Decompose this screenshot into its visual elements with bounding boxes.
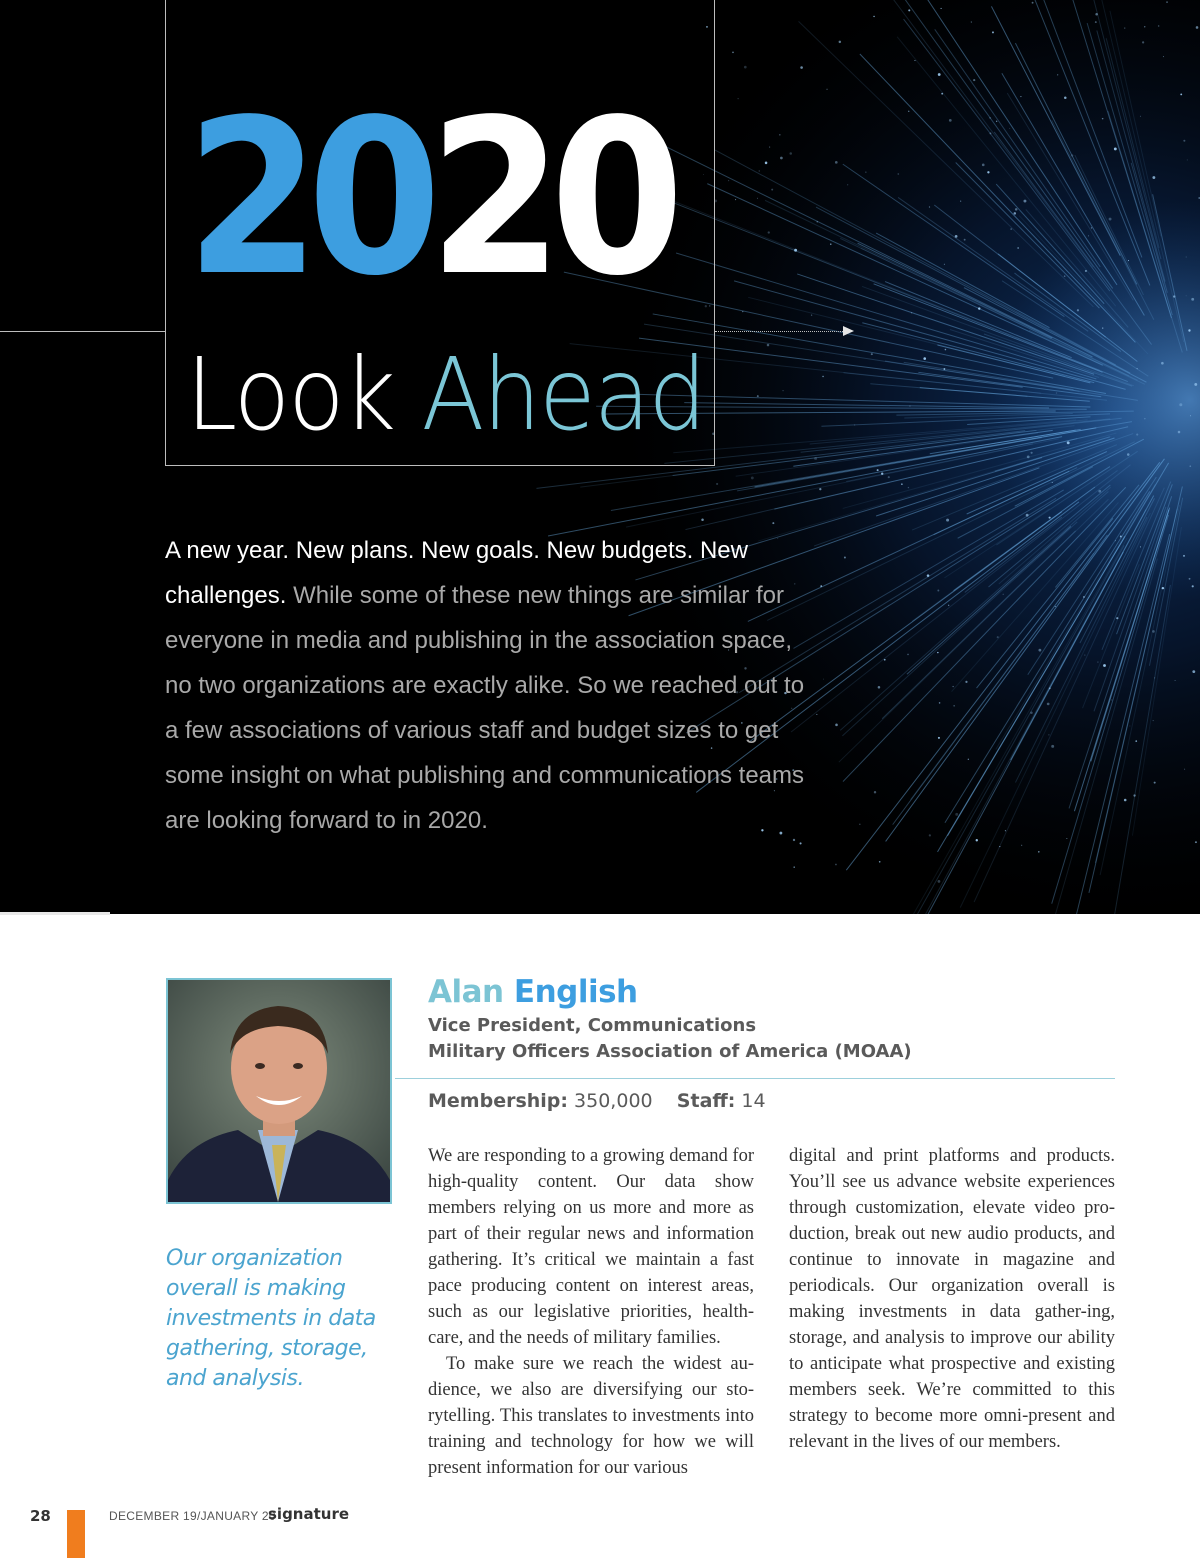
light-speck — [938, 73, 941, 76]
light-speck — [1184, 769, 1185, 770]
light-speck — [1142, 41, 1144, 43]
light-speck — [1049, 517, 1051, 519]
ahead-word: Ahead — [421, 336, 705, 453]
light-speck — [1186, 256, 1187, 257]
light-speck — [941, 93, 943, 95]
light-speck — [839, 41, 841, 43]
light-speck — [1158, 25, 1160, 27]
light-speck — [765, 162, 768, 165]
light-speck — [1066, 838, 1067, 839]
light-speck — [1128, 260, 1129, 261]
light-speck — [1127, 453, 1130, 456]
light-speck — [1187, 159, 1188, 160]
paragraph: digital and print platforms and products. You’ll see us advance website experiences through customization, elevate video pro-duction, break out new audio products, and continue to innovate in magazine and periodicals. Our organization overall is making investments in data gather-ing, storage, and analysis to improve our ability to anticipate what prospective and existing members seek. We’re committed to this strategy to become more omni-present and relevant in the lives of our members. — [789, 1146, 1115, 1452]
light-speck — [952, 686, 953, 687]
light-speck — [794, 866, 795, 867]
light-speck — [1030, 711, 1033, 714]
light-speck — [1031, 452, 1033, 454]
light-speck — [751, 476, 754, 479]
arrow-right-icon — [843, 326, 854, 336]
light-speck — [811, 315, 812, 316]
light-speck — [939, 702, 941, 704]
light-speck — [1115, 540, 1116, 541]
light-speck — [1133, 794, 1135, 796]
light-speck — [1153, 720, 1154, 721]
light-speck — [735, 199, 736, 200]
intro-paragraph — [165, 528, 805, 843]
light-speck — [1191, 298, 1194, 301]
light-speck — [769, 147, 770, 148]
light-speck — [716, 483, 718, 485]
light-speck — [1154, 677, 1155, 678]
light-speck — [992, 31, 994, 33]
job-title: Vice President, Communications — [428, 1015, 757, 1036]
light-speck — [944, 264, 945, 265]
light-speck — [907, 654, 909, 656]
light-speck — [884, 659, 886, 661]
light-speck — [1017, 247, 1019, 249]
light-speck — [1173, 295, 1175, 297]
light-speck — [1020, 96, 1021, 97]
light-speck — [816, 221, 818, 223]
light-speck — [937, 590, 939, 592]
light-speck — [927, 574, 930, 577]
light-speck — [1129, 726, 1130, 727]
light-speck — [835, 724, 838, 727]
light-speck — [1095, 13, 1098, 16]
year-part-white: 20 — [428, 74, 672, 323]
light-speck — [1178, 431, 1181, 434]
light-speck — [859, 824, 860, 825]
light-speck — [971, 21, 972, 22]
light-speck — [978, 307, 980, 309]
light-speck — [1162, 587, 1164, 589]
organization-name: Military Officers Association of America (MOAA) — [428, 1041, 912, 1062]
light-speck — [911, 312, 912, 313]
article-column-1 — [428, 1143, 754, 1481]
light-speck — [1183, 140, 1185, 142]
light-speck — [757, 395, 759, 397]
issue-date: DECEMBER 19/JANUARY 20 — [109, 1509, 276, 1523]
light-speck — [881, 473, 883, 475]
light-speck — [1057, 74, 1058, 75]
light-speck — [1183, 555, 1185, 557]
light-speck — [1186, 295, 1187, 296]
light-speck — [945, 349, 947, 351]
light-speck — [1064, 275, 1066, 277]
light-speck — [909, 405, 911, 407]
light-speck — [996, 121, 997, 122]
year-part-blue: 20 — [186, 74, 429, 323]
light-speck — [1064, 96, 1067, 99]
light-speck — [929, 206, 930, 207]
dotted-pointer-line — [715, 331, 845, 332]
membership-label: Membership: — [428, 1090, 568, 1112]
paragraph: To make sure we reach the widest au-dience, we also are diversifying our sto-rytelling. This translates to investments into training and technology for how we will present information for our various — [428, 1354, 754, 1478]
light-speck — [1067, 441, 1070, 444]
person-name — [428, 974, 638, 1010]
light-speck — [874, 791, 876, 793]
light-speck — [1091, 227, 1092, 228]
hero-bottom-accent — [0, 912, 110, 915]
light-speck — [1005, 830, 1006, 831]
portrait-icon — [168, 980, 390, 1202]
light-speck — [1014, 212, 1017, 215]
profile-divider — [395, 1078, 1115, 1079]
light-speck — [744, 66, 747, 69]
light-speck — [1088, 235, 1089, 236]
light-speck — [973, 79, 975, 81]
light-speck — [955, 813, 958, 816]
article-column-2 — [789, 1143, 1115, 1455]
light-speck — [1049, 687, 1051, 689]
light-speck — [987, 171, 989, 173]
light-speck — [800, 66, 803, 69]
light-speck — [1109, 218, 1112, 221]
light-speck — [908, 487, 909, 488]
light-speck — [1124, 799, 1127, 802]
light-speck — [997, 636, 999, 638]
light-speck — [782, 390, 783, 391]
light-speck — [767, 344, 770, 347]
year-heading — [186, 74, 672, 323]
light-speck — [1026, 514, 1029, 517]
light-speck — [1144, 26, 1145, 27]
light-speck — [1056, 392, 1057, 393]
light-speck — [854, 424, 855, 425]
light-speck — [888, 476, 890, 478]
light-speck — [1196, 26, 1199, 29]
light-speck — [1195, 841, 1197, 843]
light-speck — [847, 184, 848, 185]
light-speck — [1192, 670, 1195, 673]
light-speck — [1120, 536, 1122, 538]
light-speck — [1009, 128, 1010, 129]
light-speck — [1027, 456, 1030, 459]
light-speck — [1194, 383, 1197, 386]
last-name: English — [513, 974, 638, 1010]
light-speck — [982, 164, 985, 167]
light-speck — [1084, 654, 1085, 655]
light-speck — [1124, 28, 1125, 29]
look-ahead-heading — [186, 336, 705, 453]
light-speck — [1111, 700, 1112, 701]
page-number: 28 — [30, 1507, 51, 1525]
light-speck — [937, 652, 938, 653]
light-speck — [897, 173, 899, 175]
light-speck — [823, 679, 824, 680]
light-speck — [1180, 93, 1182, 95]
light-speck — [1188, 329, 1190, 331]
light-speck — [771, 189, 773, 191]
intro-lead: A new year. New plans. New goals. New budgets. New challenges. — [165, 537, 748, 609]
light-speck — [1102, 118, 1104, 120]
light-speck — [914, 60, 915, 61]
light-speck — [948, 605, 949, 606]
light-speck — [1116, 617, 1118, 619]
light-speck — [1140, 546, 1141, 547]
pull-quote: Our organization overall is making investments in data gathering, storage, and analysis. — [166, 1246, 376, 1391]
paragraph: We are responding to a growing demand for high-quality content. Our data show members relying on us more and more as part of their regular news and information gathering. It’s critical we maintain a fast pace producing content on interest areas, such as our legislative priorities, health-care, and the needs of military families. — [428, 1146, 754, 1348]
light-speck — [986, 510, 987, 511]
light-speck — [1038, 851, 1039, 852]
light-speck — [1137, 368, 1138, 369]
light-speck — [1085, 270, 1087, 272]
light-speck — [1179, 403, 1182, 406]
light-speck — [1192, 585, 1194, 587]
light-speck — [878, 686, 881, 689]
light-speck — [835, 161, 838, 164]
light-speck — [1135, 740, 1137, 742]
light-speck — [1152, 630, 1155, 633]
light-speck — [1071, 154, 1073, 156]
portrait-photo — [166, 978, 392, 1204]
light-speck — [1010, 228, 1012, 230]
light-speck — [1083, 596, 1085, 598]
light-speck — [1003, 594, 1004, 595]
light-speck — [779, 134, 781, 136]
light-speck — [1152, 176, 1155, 179]
light-speck — [1021, 845, 1022, 846]
light-speck — [1114, 147, 1117, 150]
light-speck — [1048, 734, 1049, 735]
intro-body: While some of these new things are similar for everyone in media and publishing in the association space, no two organizations are exactly alike. So we reached out to a few associations of various staff and budget sizes to get some insight on what publishing and communications teams are looking forward to in 2020. — [165, 582, 805, 834]
light-speck — [1052, 482, 1053, 483]
light-speck — [929, 834, 931, 836]
light-speck — [1189, 578, 1191, 580]
light-speck — [999, 846, 1000, 847]
light-speck — [949, 119, 952, 122]
light-speck — [938, 880, 941, 883]
light-speck — [816, 714, 817, 715]
light-speck — [768, 231, 770, 233]
light-speck — [1098, 490, 1101, 493]
light-speck — [830, 243, 831, 244]
light-speck — [1144, 418, 1146, 420]
light-speck — [820, 585, 822, 587]
light-speck — [1190, 415, 1191, 416]
light-speck — [1047, 703, 1050, 706]
org-stats — [428, 1090, 766, 1112]
light-speck — [780, 157, 783, 160]
person-role — [428, 1013, 912, 1065]
light-speck — [759, 170, 760, 171]
light-speck — [1032, 2, 1034, 4]
light-speck — [955, 235, 958, 238]
light-speck — [794, 249, 797, 252]
light-speck — [1136, 434, 1138, 436]
light-speck — [989, 132, 991, 134]
light-speck — [1166, 1, 1168, 3]
light-speck — [873, 16, 874, 17]
light-speck — [1098, 662, 1099, 663]
light-speck — [965, 681, 967, 683]
light-speck — [814, 457, 817, 460]
light-speck — [772, 522, 774, 524]
light-speck — [1161, 362, 1164, 365]
light-speck — [1163, 56, 1164, 57]
magazine-name: signature — [268, 1505, 350, 1523]
light-speck — [901, 483, 903, 485]
light-speck — [701, 519, 704, 522]
light-speck — [819, 488, 821, 490]
light-speck — [946, 519, 949, 522]
divider-line — [0, 331, 165, 332]
light-speck — [923, 357, 926, 360]
light-speck — [908, 9, 910, 11]
membership-value: 350,000 — [574, 1090, 653, 1112]
light-speck — [968, 759, 969, 760]
light-speck — [908, 111, 909, 112]
light-speck — [1023, 200, 1026, 203]
light-speck — [1015, 208, 1018, 211]
light-speck — [1140, 116, 1141, 117]
light-speck — [941, 8, 942, 9]
light-speck — [1102, 328, 1103, 329]
light-speck — [728, 180, 729, 181]
light-speck — [844, 556, 846, 558]
staff-label: Staff: — [676, 1090, 736, 1112]
light-speck — [742, 311, 743, 312]
light-speck — [938, 737, 940, 739]
light-speck — [827, 89, 828, 90]
light-speck — [1051, 745, 1054, 748]
light-speck — [871, 353, 873, 355]
light-speck — [976, 839, 978, 841]
light-speck — [964, 239, 966, 241]
light-speck — [1095, 21, 1097, 23]
light-speck — [1038, 649, 1041, 652]
light-speck — [989, 117, 991, 119]
first-name: Alan — [428, 974, 504, 1010]
light-speck — [1103, 664, 1106, 667]
light-speck — [1175, 680, 1176, 681]
light-speck — [1055, 606, 1056, 607]
light-speck — [954, 705, 955, 706]
light-speck — [789, 152, 792, 155]
light-speck — [757, 198, 758, 199]
light-speck — [943, 368, 945, 370]
light-speck — [835, 864, 837, 866]
light-speck — [960, 201, 961, 202]
light-speck — [732, 52, 734, 54]
look-word: Look — [186, 336, 395, 453]
footer-accent-bar — [67, 1510, 85, 1558]
light-speck — [879, 861, 881, 863]
light-speck — [738, 98, 739, 99]
light-speck — [822, 376, 823, 377]
light-speck — [1154, 782, 1156, 784]
light-speck — [865, 172, 866, 173]
light-speck — [1077, 309, 1079, 311]
staff-value: 14 — [741, 1090, 766, 1112]
light-speck — [1189, 465, 1191, 467]
light-speck — [877, 469, 879, 471]
